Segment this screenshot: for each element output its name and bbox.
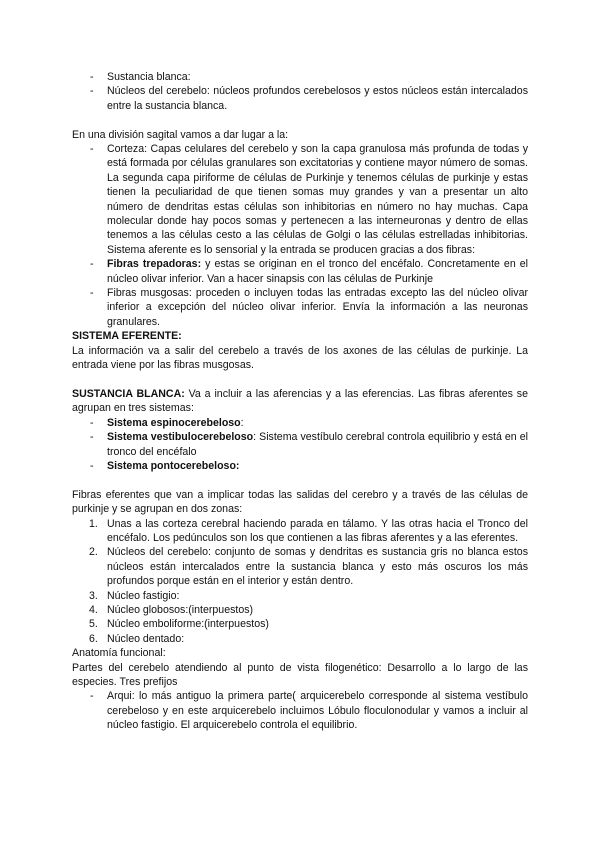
list-item: 5. Núcleo emboliforme:(interpuestos) [89,618,269,631]
list-item: - Arqui: lo más antiguo la primera parte( arquicerebelo corresponde al sistema vestíbulo cerebeloso y en este arquicerebelo incluimos Lóbulo floculonodular y vamos a incluir al núcleo fastigio. El arquicerebelo controla el equilibrio. [72,689,528,732]
eferente-text: La información va a salir del cerebelo a través de los axones de las células de purkinje. La entrada viene por las fibras musgosas. [72,344,528,372]
list-arqui [72,689,528,732]
bold-term: Fibras trepadoras: [107,258,202,271]
list-item: - Sistema pontocerebeloso: [72,459,528,473]
list-item: 1. Unas a las corteza cerebral haciendo parada en tálamo. Y las otras hacia el Tronco del encéfalo. Los pedúnculos son los que contienen a las fibras aferentes y a las eferentes. [89,517,528,544]
heading-sustancia-blanca: SUSTANCIA BLANCA: [72,387,185,400]
list-cerebelo-parts [72,70,528,113]
sustancia-blanca-paragraph: SUSTANCIA BLANCA: Va a incluir a las aferencias y a las eferencias. Las fibras aferentes se agrupan en tres sistemas: [72,387,528,415]
sagital-intro: En una división sagital vamos a dar lugar a la: [72,128,289,141]
eferentes-intro: Fibras eferentes que van a implicar todas las salidas del cerebro y a través de las células de purkinje y se agrupan en dos zonas: [72,488,528,516]
list-item: - Fibras musgosas: proceden o incluyen todas las entradas excepto las del núcleo olivar inferior a excepción del núcleo olivar inferior. Envía la información a las neuronas granulares. [72,286,528,329]
list-item: 6. Núcleo dentado: [89,632,185,645]
heading-anatomia-funcional: Anatomía funcional: [72,647,166,660]
heading-sistema-eferente: SISTEMA EFERENTE: [72,330,182,343]
list-item: - Sistema vestibulocerebeloso: Sistema vestíbulo cerebral controla equilibrio y está en el tronco del encéfalo [72,430,528,459]
list-item: - Sustancia blanca: [72,70,528,84]
list-item: 4. Núcleo globosos:(interpuestos) [89,603,254,616]
list-item: 2. Núcleos del cerebelo: conjunto de somas y dendritas es sustancia gris no blanca estos núcleos están intercalados entre la sustancia blanca y esto más oscuros los más profundos porque están en el interior y están dentro. [89,546,528,588]
list-sistemas [72,416,528,474]
document-body [72,70,528,733]
list-item: - Corteza: Capas celulares del cerebelo y son la capa granulosa más profunda de todas y está formada por células granulares son excitatorias y contiene mayor número de somas. La segunda capa piriforme de células de Purkinje y tenemos células de purkinje y estas tienen la peculiaridad de que tienen somas muy grandes y van a presentar un alto número de dendritas estas células son inhibitorias en número no hay muchas. Capa molecular donde hay pocos somas y pertenecen a las interneuronas y dentro de ellas tenemos a las células cesto a las células de Golgi o las células estrelladas inhibitorias. Sistema aferente es lo sensorial y la entrada se producen gracias a dos fibras: [72,142,528,257]
list-item: 3. Núcleo fastigio: [89,589,180,602]
list-item: - Fibras trepadoras: y estas se originan en el tronco del encéfalo. Concretamente en el núcleo olivar inferior. Van a hacer sinapsis con las células de Purkinje [72,257,528,286]
list-zonas [72,517,528,647]
list-item: - Núcleos del cerebelo: núcleos profundos cerebelosos y estos núcleos están intercalados entre la sustancia blanca. [72,84,528,113]
list-sagital [72,142,528,329]
list-item: - Sistema espinocerebeloso: [72,416,528,430]
anatomia-text: Partes del cerebelo atendiendo al punto de vista filogenético: Desarrollo a lo largo de las especies. Tres prefijos [72,661,528,689]
